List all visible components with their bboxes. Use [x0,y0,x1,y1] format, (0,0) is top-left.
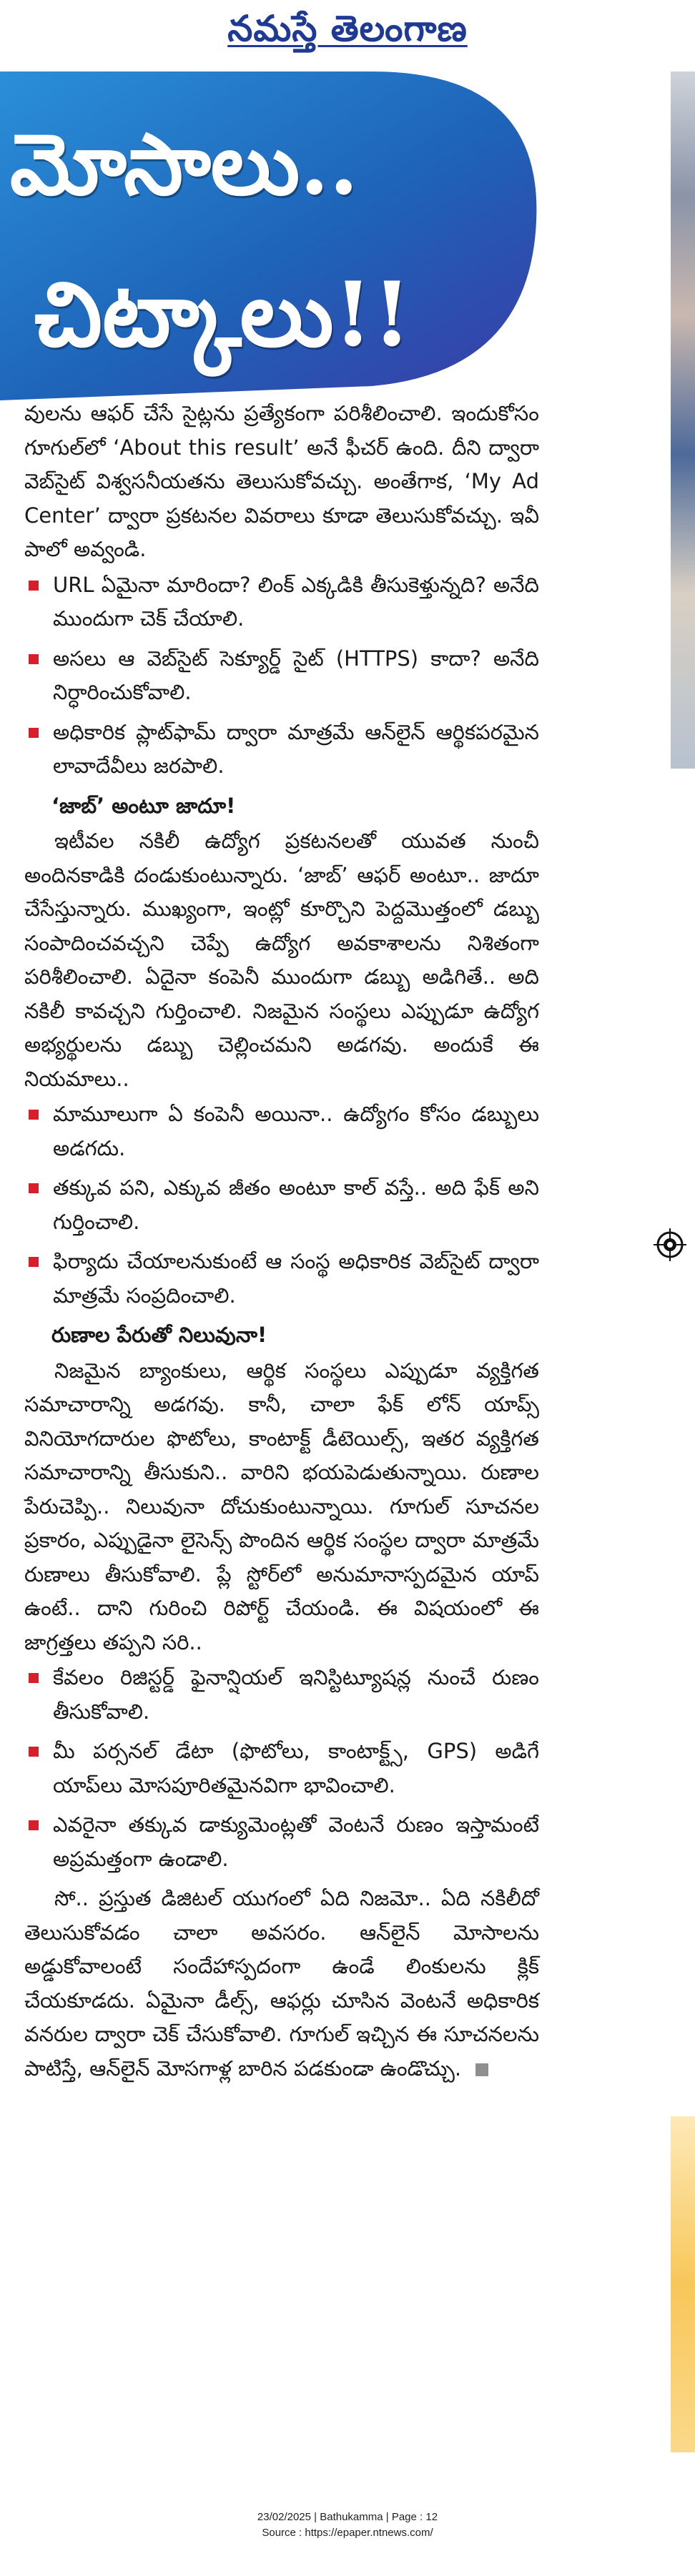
bullet-icon [29,1747,39,1757]
bullet-icon [29,1820,39,1830]
list-item [24,568,539,636]
subheading-job: ‘జాబ్‌’ అంటూ జాదూ! [51,793,236,818]
list-item-text: మీ పర్సనల్‌ డేటా (ఫొటోలు, కాంటాక్ట్స్‌, GPS) అడిగే యాప్‌లు మోసపూరితమైనవిగా భావించాలి. [53,1739,539,1797]
list-item-text: మామూలుగా ఏ కంపెనీ అయినా.. ఉద్యోగం కోసం డబ్బులు అడగదు. [53,1102,539,1160]
headline-banner [0,71,543,400]
list-item-text: ఫిర్యాదు చేయాలనుకుంటే ఆ సంస్థ అధికారిక వెబ్‌సైట్‌ ద్వారా మాత్రమే సంప్రదించాలి. [53,1249,539,1308]
intro-paragraph: వులను ఆఫర్‌ చేసే సైట్లను ప్రత్యేకంగా పరిశీలించాలి. ఇందుకోసం గూగుల్‌లో ‘About this result’ అనే ఫీచర్‌ ఉంది. దీని ద్వారా వెబ్‌సైట్‌ విశ్వసనీయతను తెలుసుకోవచ్చు. అంతేగాక, ‘My Ad Center’ ద్వారా ప్రకటనల వివరాలు కూడా తెలుసుకోవచ్చు. ఇవీ పాలో అవ్వండి. [24,401,539,561]
bullet-icon [29,581,39,591]
adjacent-photo-strip [671,71,695,769]
adjacent-yellow-strip [671,2116,695,2452]
loan-paragraph: నిజమైన బ్యాంకులు, ఆర్థిక సంస్థలు ఎప్పుడూ వ్యక్తిగత సమాచారాన్ని అడగవు. కానీ, చాలా ఫేక్‌ లోన్‌ యాప్స్‌ వినియోగదారుల ఫొటోలు, కాంటాక్ట్‌ డీటెయిల్స్‌, ఇతర వ్యక్తిగత సమాచారాన్ని తీసుకుని.. వారిని భయపెడుతున్నాయి. రుణాల పేరుచెప్పి.. నిలువునా దోచుకుంటున్నాయి. గూగుల్‌ సూచనల ప్రకారం, ఎప్పుడైనా లైసెన్స్‌ పొందిన ఆర్థిక సంస్థల ద్వారా మాత్రమే రుణాలు తీసుకోవాలి. ప్లే స్టోర్‌లో అనుమానాస్పదమైన యాప్‌ ఉంటే.. దాని గురించి రిపోర్ట్‌ చేయండి. ఈ విషయంలో ఈ జాగ్రత్తలు తప్పని సరి.. [24,1358,539,1654]
list-item-text: అసలు ఆ వెబ్‌సైట్‌ సెక్యూర్డ్‌ సైట్‌ (HTTPS) కాదా? అనేది నిర్ధారించుకోవాలి. [53,646,539,704]
end-of-article-icon [475,2063,488,2076]
bullet-icon [29,1183,39,1193]
list-item [24,1661,539,1729]
list-item [24,1808,539,1876]
outro-text: సో.. ప్రస్తుత డిజిటల్‌ యుగంలో ఏది నిజమో.. ఏది నకిలీదో తెలుసుకోవడం చాలా అవసరం. ఆన్‌లైన్‌ మోసాలను అడ్డుకోవాలంటే సందేహాస్పదంగా ఉండే లింకులను క్లిక్‌ చేయకూడదు. ఏమైనా డీల్స్‌, ఆఫర్లు చూసిన వెంటనే అధికారిక వనరుల ద్వారా చెక్‌ చేసుకోవాలి. గూగుల్‌ ఇచ్చిన ఈ సూచనలను పాటిస్తే, ఆన్‌లైన్‌ మోసగాళ్ల బారిన పడకుండా ఉండొచ్చు. [24,1886,539,2081]
article-body [24,397,539,2086]
bullet-icon [29,1257,39,1267]
list-item [24,1097,539,1165]
outro-paragraph [24,1882,539,2086]
list-item [24,716,539,784]
subheading-loan: రుణాల పేరుతో నిలువునా! [51,1323,267,1347]
bullet-icon [29,1110,39,1120]
bullet-icon [29,1673,39,1683]
bullet-icon [29,654,39,664]
registration-mark-icon [654,1228,686,1261]
job-paragraph: ఇటీవల నకిలీ ఉద్యోగ ప్రకటనలతో యువత నుంచీ అందినకాడికి దండుకుంటున్నారు. ‘జాబ్‌’ ఆఫర్‌ అంటూ.. జాదూ చేసేస్తున్నారు. ముఖ్యంగా, ఇంట్లో కూర్చొని పెద్దమొత్తంలో డబ్బు సంపాదించవచ్చని చెప్పే ఉద్యోగ అవకాశాలను నిశితంగా పరిశీలించాలి. ఏదైనా కంపెనీ ముందుగా డబ్బు అడిగితే.. అది నకిలీ కావచ్చని గుర్తించాలి. నిజమైన సంస్థలు ఎప్పుడూ ఉద్యోగ అభ్యర్థులను డబ్బు చెల్లించమని అడగవు. అందుకే ఈ నియమాలు.. [24,829,539,1091]
list-item-text: URL ఏమైనా మారిందా? లింక్‌ ఎక్కడికి తీసుకెళ్తున్నది? అనేది ముందుగా చెక్‌ చేయాలి. [53,572,539,631]
list-item-text: తక్కువ పని, ఎక్కువ జీతం అంటూ కాల్‌ వస్తే.. అది ఫేక్‌ అని గుర్తించాలి. [53,1175,539,1234]
bullet-icon [29,728,39,738]
masthead-title: నమస్తే తెలంగాణ [227,7,468,49]
page-footer [0,2510,695,2541]
list-item [24,1245,539,1313]
list-item-text: అధికారిక ప్లాట్‌ఫామ్‌ ద్వారా మాత్రమే ఆన్‌లైన్‌ ఆర్థికపరమైన లావాదేవీలు జరపాలి. [53,719,539,778]
list-item [24,642,539,710]
masthead [0,0,695,68]
list-item [24,1171,539,1239]
list-item-text: ఎవరైనా తక్కువ డాక్యుమెంట్లతో వెంటనే రుణం ఇస్తామంటే అప్రమత్తంగా ఉండాలి. [53,1812,539,1871]
footer-edition-info: 23/02/2025 | Bathukamma | Page : 12 [257,2511,438,2523]
footer-source: Source : https://epaper.ntnews.com/ [262,2527,433,2539]
list-item-text: కేవలం రిజిస్టర్డ్‌ ఫైనాన్షియల్‌ ఇనిస్టిట్యూషన్ల నుంచే రుణం తీసుకోవాలి. [53,1665,539,1724]
headline-line-2: చిట్కాలు!! [34,263,412,367]
list-item [24,1734,539,1802]
headline-line-1: మోసాలు.. [10,114,359,214]
